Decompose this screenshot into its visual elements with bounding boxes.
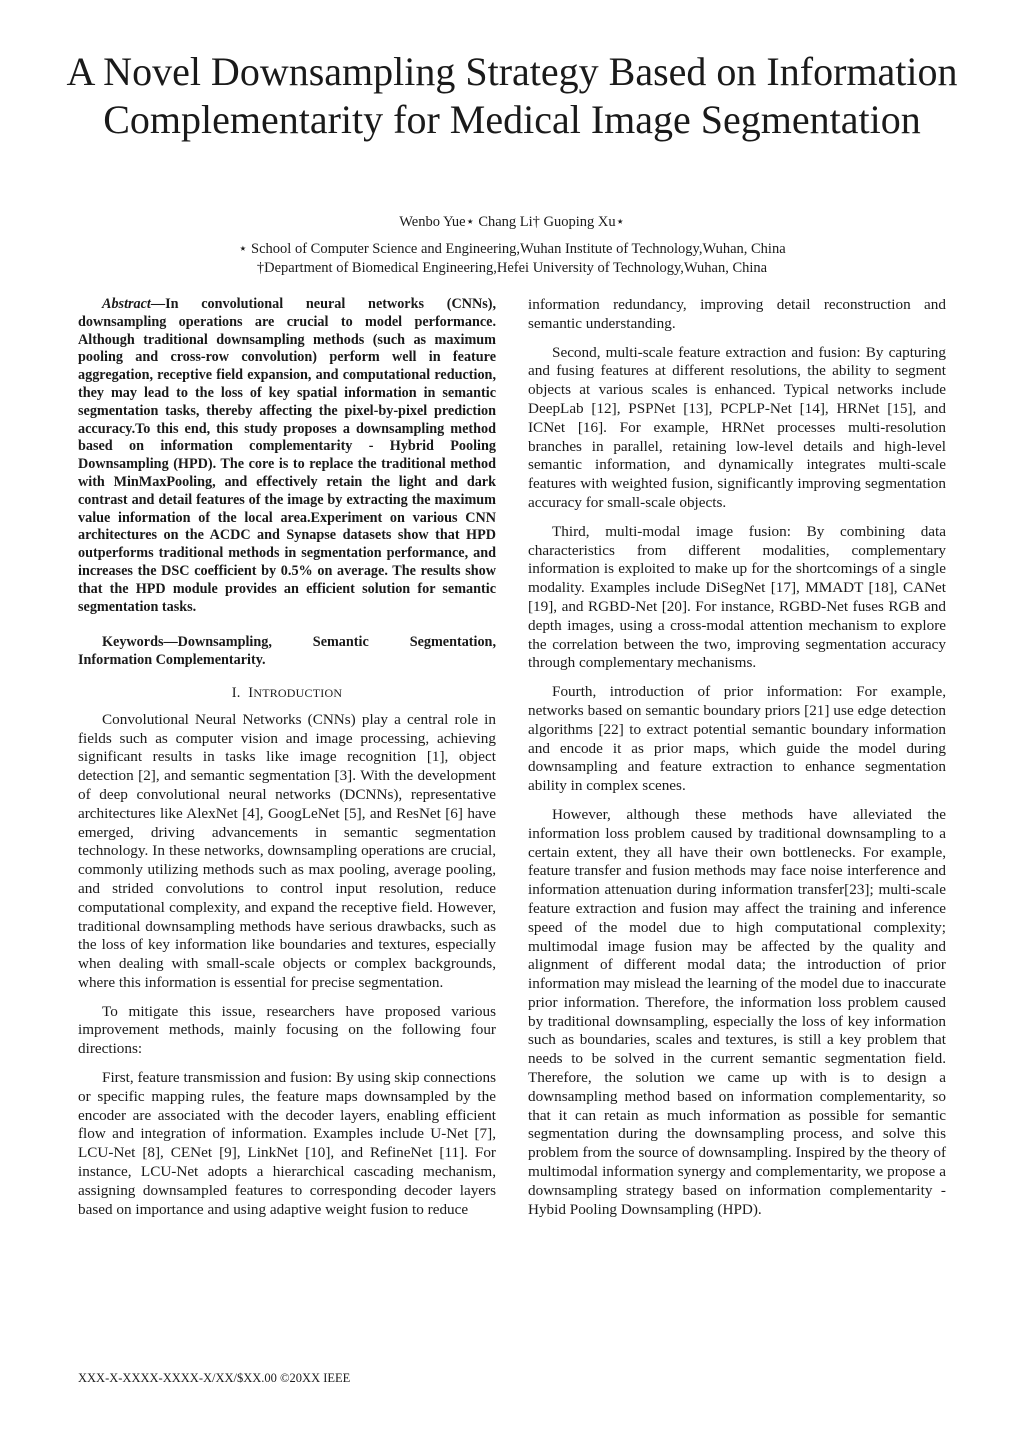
body-paragraph: Third, multi-modal image fusion: By combining data characteristics from different modalities, complementary information is exploited to make up for the shortcomings of a single modality. Examples include DiSegNet [17], MMADT [18], CANet [19], and RGBD-Net [20]. For instance, RGBD-Net fuses RGB and depth images, using a cross-modal attention mechanism to explore the correlation between the two, improving segmentation accuracy through complementary mechanisms. — [528, 522, 946, 672]
body-paragraph: Second, multi-scale feature extraction and fusion: By capturing and fusing features at different resolutions, the ability to segment objects at various scales is enhanced. Typical networks include DeepLab [12], PSPNet [13], PCPLP-Net [14], HRNet [15], and ICNet [16]. For example, HRNet processes multi-resolution branches in parallel, retaining low-level details and high-level semantic information, and dynamically integrates multi-scale features with weighted fusion, significantly improving segmentation accuracy for small-scale objects. — [528, 343, 946, 511]
affiliation-1: ⋆ School of Computer Science and Engineering,Wuhan Institute of Technology,Wuhan, China — [238, 241, 786, 257]
right-column — [528, 296, 946, 1229]
copyright-footer: XXX-X-XXXX-XXXX-X/XX/$XX.00 ©20XX IEEE — [78, 1371, 351, 1385]
abstract-lead: Abstract — [102, 296, 151, 312]
body-paragraph: Convolutional Neural Networks (CNNs) play a central role in fields such as computer vision and image processing, achieving significant results in tasks like image recognition [1], object detection [2], and semantic segmentation [3]. With the development of deep convolutional neural networks (DCNNs), representative architectures like AlexNet [4], GoogLeNet [5], and ResNet [6] have emerged, driving advancements in semantic segmentation technology. In these networks, downsampling operations are crucial, commonly utilizing methods such as max pooling, average pooling, and strided convolutions to control input resolution, reduce computational complexity, and expand the receptive field. However, traditional downsampling methods have serious drawbacks, such as the loss of key information like boundaries and textures, especially when dealing with small-scale objects or complex backgrounds, where this information is essential for precise segmentation. — [78, 710, 496, 991]
author-list: Wenbo Yue⋆ Chang Li† Guoping Xu⋆ — [399, 214, 625, 230]
section-title-rest: NTRODUCTION — [253, 685, 343, 700]
section-heading — [78, 684, 496, 703]
body-paragraph: Fourth, introduction of prior information: For example, networks based on semantic boundary priors [21] use edge detection algorithms [22] to extract potential semantic boundary information and encode it as prior maps, which guide the model during downsampling and feature extraction to enhance segmentation ability in complex scenes. — [528, 683, 946, 795]
section-title-initial: I — [248, 684, 254, 701]
body-paragraph: However, although these methods have alleviated the information loss problem caused by traditional downsampling to a certain extent, they all have their own bottlenecks. For example, feature transfer and fusion methods may face noise interference and information attenuation during information transfer[23]; multi-scale feature extraction and fusion may affect the training and inference speed of the model due to high computational complexity; multimodal image fusion may be affected by the quality and alignment of different modal data; the introduction of prior information may mislead the learning of the model due to inaccurate prior information. Therefore, the information loss problem caused by traditional downsampling, especially the loss of key information such as boundaries, scales and textures, is still a key problem that needs to be solved in the current semantic segmentation field. Therefore, the solution we came up with is to design a downsampling method based on information complementarity, so that it can retain as much information as possible for semantic segmentation during the downsampling process, and solve this problem from the source of downsampling. Inspired by the theory of multimodal information synergy and complementarity, we propose a downsampling strategy based on information complementarity - Hybid Pooling Downsampling (HPD). — [528, 805, 946, 1218]
keywords: Keywords—Downsampling, Semantic Segmentation, Information Complementarity. — [78, 634, 496, 669]
body-paragraph: To mitigate this issue, researchers have proposed various improvement methods, mainly focusing on the following four directions: — [78, 1002, 496, 1058]
section-number: I. — [231, 684, 241, 701]
affiliation-2: †Department of Biomedical Engineering,Hefei University of Technology,Wuhan, China — [256, 260, 768, 276]
body-paragraph: First, feature transmission and fusion: By using skip connections or specific mapping rules, the feature maps downsampled by the encoder are associated with the decoder layers, enabling efficient flow and integration of information. Examples include U-Net [7], LCU-Net [8], CENet [9], LinkNet [10], and RefineNet [11]. For instance, LCU-Net adopts a hierarchical cascading mechanism, assigning downsampled features to corresponding decoder layers based on importance and using adaptive weight fusion to reduce — [78, 1069, 496, 1218]
left-column — [78, 296, 496, 1229]
abstract-text: —In convolutional neural networks (CNNs), downsampling operations are crucial to model performance. Although traditional downsampling methods (such as maximum pooling and cross-row convolution) perform well in feature aggregation, receptive field expansion, and computational reduction, they may lead to the loss of key spatial information in semantic segmentation tasks, thereby affecting the pixel-by-pixel prediction accuracy.To this end, this study proposes a downsampling method based on information complementarity - Hybrid Pooling Downsampling (HPD). The core is to replace the traditional method with MinMaxPooling, and effectively retain the light and dark contrast and detail features of the image by extracting the maximum value information of the local area.Experiment on various CNN architectures on the ACDC and Synapse datasets show that HPD outperforms traditional methods in segmentation performance, and increases the DSC coefficient by 0.5% on average. The results show that the HPD module provides an efficient solution for semantic segmentation tasks. — [78, 296, 496, 615]
paper-title: A Novel Downsampling Strategy Based on Information Complementarity for Medical Image Segmentation — [66, 49, 958, 142]
abstract — [78, 296, 496, 616]
body-paragraph: information redundancy, improving detail reconstruction and semantic understanding. — [528, 296, 946, 332]
